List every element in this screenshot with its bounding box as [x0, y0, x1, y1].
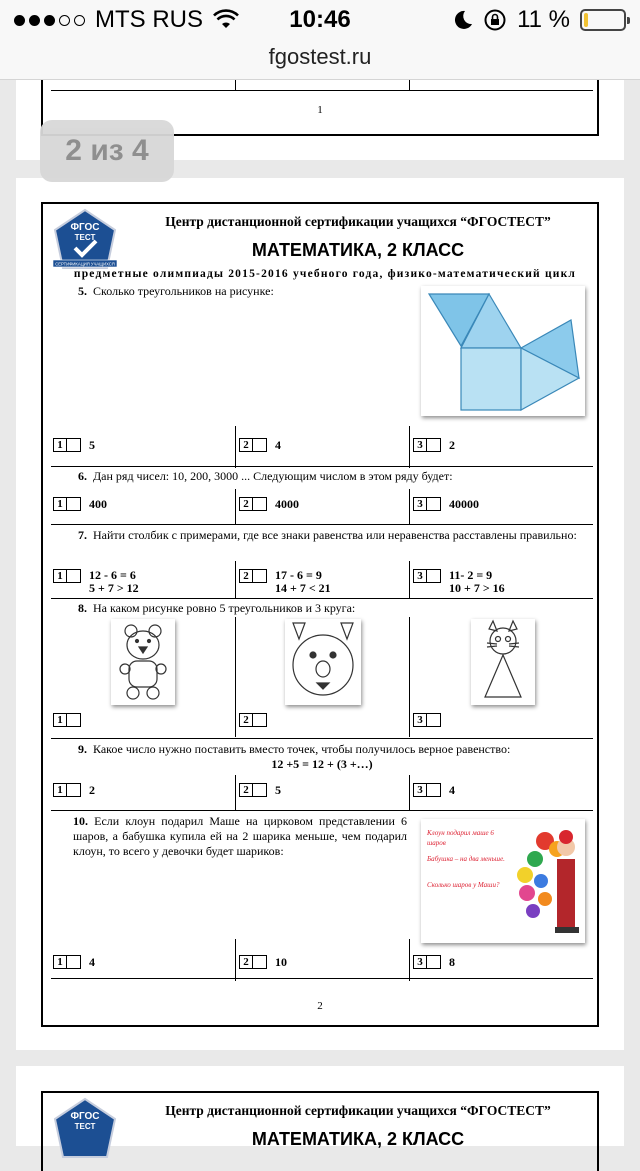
q5-option-1[interactable]: 1 5 — [53, 438, 95, 452]
svg-text:Клоун подарил маше 6: Клоун подарил маше 6 — [427, 829, 494, 837]
page-number: 2 — [317, 1000, 323, 1012]
question-6: 6. Дан ряд чисел: 10, 200, 3000 ... Следующим числом в этом ряду будет: 1 400 2 4000 3 40000 — [51, 466, 593, 526]
q5-option-2[interactable]: 2 4 — [239, 438, 281, 452]
question-9-formula: 12 +5 = 12 + (3 +…) — [271, 757, 373, 771]
next-page-frame — [41, 1091, 599, 1171]
bear-picture — [111, 619, 175, 705]
question-8-text: На каком рисунке ровно 5 треугольников и 3 круга: — [93, 601, 356, 615]
q10-option-2[interactable]: 2 10 — [239, 955, 287, 969]
question-7-text: Найти столбик с примерами, где все знаки равенства или неравенства расставлены правильно: — [93, 528, 577, 542]
fgos-test-logo-next — [53, 1097, 117, 1163]
q6-option-3[interactable]: 3 40000 — [413, 497, 479, 511]
svg-text:ТЕСТ: ТЕСТ — [74, 233, 96, 242]
q8-option-1[interactable]: 1 — [53, 713, 89, 727]
question-10-text: Если клоун подарил Маше на цирковом представлении 6 шаров, а бабушка купила ей на 2 шарика меньше, чем подарил клоун, то всего у девочки будет шариков: — [73, 814, 408, 858]
page-subtitle: предметные олимпиады 2015-2016 учебного года, физико-математический цикл — [73, 268, 577, 280]
question-10: 10. Если клоун подарил Маше на цирковом представлении 6 шаров, а бабушка купила ей на 2 шарика меньше, чем подарил клоун, то всего у девочки будет шариков: Клоун подарил маше 6 шаров Бабушка – на два меньше. Сколько шаров у Маши? 1 4 2 10 3 8 — [51, 810, 593, 980]
question-8: 8. На каком рисунке ровно 5 треугольников и 3 круга: 1 2 3 — [51, 598, 593, 738]
svg-text:ТЕСТ: ТЕСТ — [74, 1122, 96, 1131]
question-7: 7. Найти столбик с примерами, где все знаки равенства или неравенства расставлены правильно: 1 12 - 6 = 6 5 + 7 > 12 2 17 - 6 = 9 14 + 7 < 21 3 11- 2 = 9 10 + 7 > 16 — [51, 524, 593, 598]
svg-text:СЕРТИФИКАЦИЯ УЧАЩИХСЯ: СЕРТИФИКАЦИЯ УЧАЩИХСЯ — [55, 261, 115, 267]
triangles-figure — [421, 286, 585, 416]
pig-face-picture — [285, 619, 361, 705]
q6-option-1[interactable]: 1 400 — [53, 497, 107, 511]
svg-text:Сколько шаров у Маши?: Сколько шаров у Маши? — [427, 881, 500, 889]
moon-icon — [453, 9, 473, 31]
q8-option-2[interactable]: 2 — [239, 713, 275, 727]
q9-option-3[interactable]: 3 4 — [413, 783, 455, 797]
question-9: 9. Какое число нужно поставить вместо точек, чтобы получилось верное равенство: 12 +5 = 12 + (3 +…) 1 2 2 5 3 4 — [51, 738, 593, 810]
carrier-name: MTS RUS — [95, 6, 203, 33]
question-5: 5. Сколько треугольников на рисунке: 1 5 2 4 3 2 — [51, 282, 593, 468]
clown-balloons-picture — [421, 819, 585, 943]
page-frame — [41, 202, 599, 1027]
next-center-name: Центр дистанционной сертификации учащихся “ФГОСТЕСТ” — [165, 1103, 551, 1118]
fgos-test-logo — [53, 208, 117, 274]
previous-page-number: 1 — [317, 104, 323, 116]
svg-text:ФГОС: ФГОС — [70, 1111, 100, 1122]
document-page — [16, 178, 624, 1050]
q10-option-3[interactable]: 3 8 — [413, 955, 455, 969]
browser-top-bar — [0, 0, 640, 80]
q10-option-1[interactable]: 1 4 — [53, 955, 95, 969]
svg-text:Бабушка – на два меньше.: Бабушка – на два меньше. — [427, 855, 505, 863]
q7-option-2[interactable]: 2 17 - 6 = 9 14 + 7 < 21 — [239, 569, 331, 595]
question-6-text: Дан ряд чисел: 10, 200, 3000 ... Следующим числом в этом ряду будет: — [93, 469, 453, 483]
q5-option-3[interactable]: 3 2 — [413, 438, 455, 452]
q6-option-2[interactable]: 2 4000 — [239, 497, 299, 511]
center-name: Центр дистанционной сертификации учащихся “ФГОСТЕСТ” — [165, 214, 551, 229]
q7-option-3[interactable]: 3 11- 2 = 9 10 + 7 > 16 — [413, 569, 505, 595]
cat-picture — [471, 619, 535, 705]
next-page-title: МАТЕМАТИКА, 2 КЛАСС — [251, 1129, 465, 1149]
next-page — [16, 1066, 624, 1149]
page-title: МАТЕМАТИКА, 2 КЛАСС — [251, 240, 465, 260]
address-bar-url[interactable]: fgostest.ru — [268, 44, 372, 69]
status-right — [453, 6, 626, 34]
question-9-text: Какое число нужно поставить вместо точек, чтобы получилось верное равенство: — [93, 742, 511, 756]
q8-option-3[interactable]: 3 — [413, 713, 449, 727]
battery-icon — [580, 9, 626, 31]
svg-text:шаров: шаров — [427, 839, 446, 847]
page-indicator: 2 из 4 — [40, 120, 174, 182]
q7-option-1[interactable]: 1 12 - 6 = 6 5 + 7 > 12 — [53, 569, 139, 595]
rotation-lock-icon — [483, 8, 507, 32]
svg-text:ФГОС: ФГОС — [70, 222, 100, 233]
status-time: 10:46 — [289, 6, 351, 33]
q9-option-2[interactable]: 2 5 — [239, 783, 281, 797]
q9-option-1[interactable]: 1 2 — [53, 783, 95, 797]
question-5-text: Сколько треугольников на рисунке: — [93, 284, 274, 298]
battery-percent: 11 % — [517, 6, 570, 33]
